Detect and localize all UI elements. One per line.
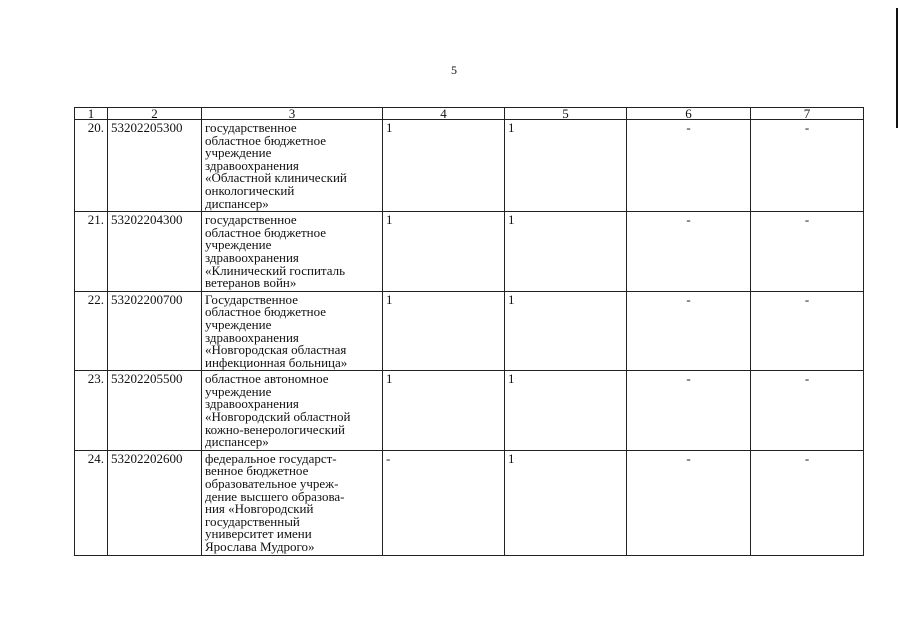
institution-name-line: областное бюджетное xyxy=(205,224,327,240)
row-number-cell: 23. xyxy=(75,371,108,451)
row-number-cell: 21. xyxy=(75,212,108,292)
row-number-cell: 24. xyxy=(75,450,108,555)
institution-name-line: областное бюджетное xyxy=(205,132,327,148)
col4-cell: 1 xyxy=(383,291,505,371)
col6-cell: - xyxy=(627,450,751,555)
institution-name-line: областное автономное xyxy=(205,371,329,387)
institution-name-line: государственный xyxy=(205,513,300,529)
institution-name-line: образовательное учреж- xyxy=(205,476,339,492)
institution-name-line: диспансер» xyxy=(205,434,269,450)
institution-name-line: кожно-венерологический xyxy=(205,421,345,437)
page-edge-mark xyxy=(896,8,898,128)
institution-name-line: учреждение xyxy=(205,237,272,253)
header-row xyxy=(75,108,864,120)
code-cell: 53202204300 xyxy=(108,212,202,292)
institution-name-line: учреждение xyxy=(205,145,272,161)
col6-cell: - xyxy=(627,120,751,212)
institution-name-line: здравоохранения xyxy=(205,329,299,345)
col5-cell: 1 xyxy=(505,212,627,292)
col5-cell: 1 xyxy=(505,371,627,451)
institution-name-line: ния «Новгородский xyxy=(205,501,314,517)
data-table xyxy=(74,107,864,556)
col7-cell: - xyxy=(751,450,864,555)
institution-name-line: учреждение xyxy=(205,383,272,399)
institution-name-line: диспансер» xyxy=(205,195,269,211)
table-row xyxy=(75,450,864,555)
institution-name-line: здравоохранения xyxy=(205,249,299,265)
header-cell-6: 6 xyxy=(627,108,751,120)
table-row xyxy=(75,212,864,292)
col5-cell: 1 xyxy=(505,291,627,371)
col6-cell: - xyxy=(627,212,751,292)
institution-name-line: университет имени xyxy=(205,526,312,542)
row-number-cell: 20. xyxy=(75,120,108,212)
institution-name-line: онкологический xyxy=(205,182,295,198)
institution-name-line: дение высшего образова- xyxy=(205,488,345,504)
institution-name-cell xyxy=(202,120,383,212)
col7-cell: - xyxy=(751,212,864,292)
institution-name-line: Государственное xyxy=(205,291,298,307)
header-cell-7: 7 xyxy=(751,108,864,120)
col4-cell: - xyxy=(383,450,505,555)
header-cell-3: 3 xyxy=(202,108,383,120)
institution-name-line: «Новгородская областная xyxy=(205,342,347,358)
col7-cell: - xyxy=(751,371,864,451)
col4-cell: 1 xyxy=(383,371,505,451)
institution-name-line: ветеранов войн» xyxy=(205,275,297,291)
institution-name-cell xyxy=(202,450,383,555)
institution-name-line: здравоохранения xyxy=(205,396,299,412)
row-number-cell: 22. xyxy=(75,291,108,371)
code-cell: 53202200700 xyxy=(108,291,202,371)
code-cell: 53202205500 xyxy=(108,371,202,451)
institution-name-line: учреждение xyxy=(205,316,272,332)
institution-name-line: государственное xyxy=(205,120,297,135)
header-cell-2: 2 xyxy=(108,108,202,120)
page-number: 5 xyxy=(451,63,457,77)
col4-cell: 1 xyxy=(383,212,505,292)
col7-cell: - xyxy=(751,291,864,371)
table-row xyxy=(75,291,864,371)
institution-name-line: инфекционная больница» xyxy=(205,354,348,370)
institution-name-line: «Новгородский областной xyxy=(205,409,351,425)
col6-cell: - xyxy=(627,291,751,371)
institution-name-line: Ярослава Мудрого» xyxy=(205,539,315,554)
table-row xyxy=(75,120,864,212)
col7-cell: - xyxy=(751,120,864,212)
col5-cell: 1 xyxy=(505,450,627,555)
code-cell: 53202202600 xyxy=(108,450,202,555)
code-cell: 53202205300 xyxy=(108,120,202,212)
institution-name-line: «Клинический госпиталь xyxy=(205,262,346,278)
col5-cell: 1 xyxy=(505,120,627,212)
header-cell-5: 5 xyxy=(505,108,627,120)
institution-name-cell xyxy=(202,371,383,451)
col6-cell: - xyxy=(627,371,751,451)
institution-name-line: государственное xyxy=(205,212,297,228)
institution-name-cell xyxy=(202,212,383,292)
table-row xyxy=(75,371,864,451)
institution-name-line: здравоохранения xyxy=(205,157,299,173)
header-cell-1: 1 xyxy=(75,108,108,120)
institution-name-cell xyxy=(202,291,383,371)
header-cell-4: 4 xyxy=(383,108,505,120)
institution-name-line: областное бюджетное xyxy=(205,304,327,320)
institution-name-line: венное бюджетное xyxy=(205,463,309,479)
col4-cell: 1 xyxy=(383,120,505,212)
institution-name-line: федеральное государст- xyxy=(205,450,337,466)
institution-name-line: «Областной клинический xyxy=(205,170,347,186)
